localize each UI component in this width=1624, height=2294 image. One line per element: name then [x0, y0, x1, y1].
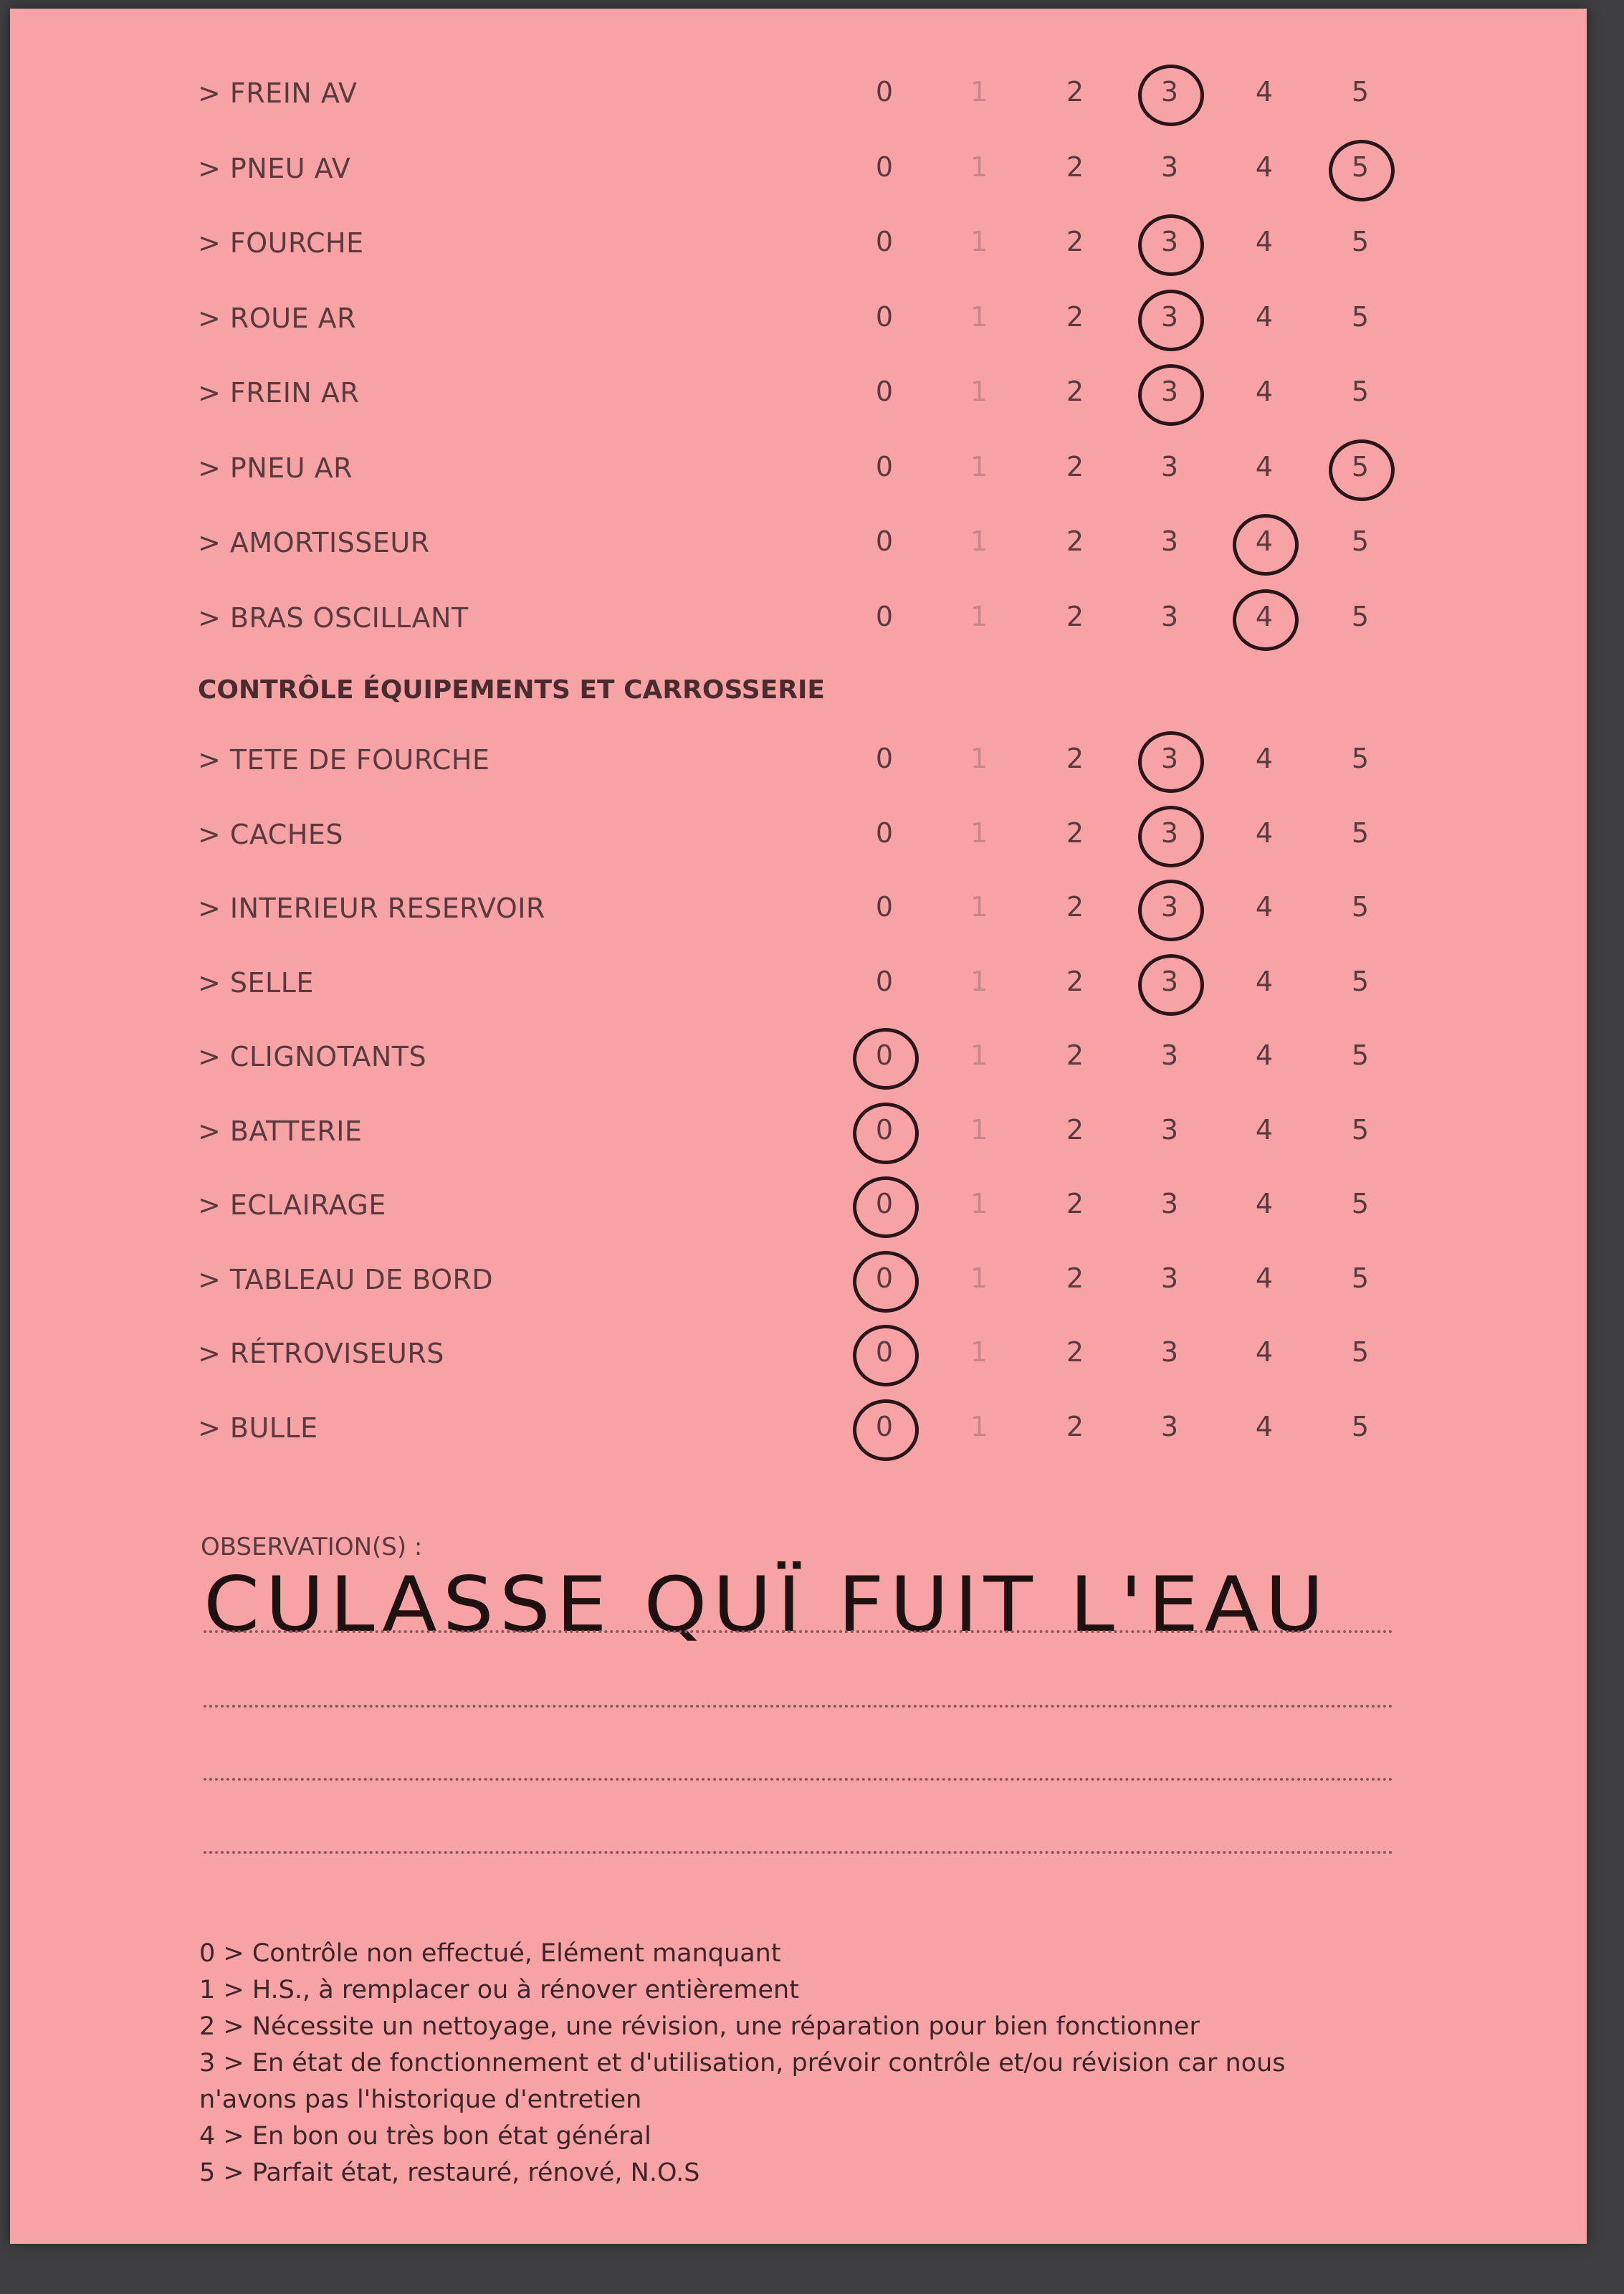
- score-option[interactable]: 2: [1066, 1262, 1084, 1294]
- score-option[interactable]: 4: [1255, 76, 1274, 108]
- score-option[interactable]: 2: [1066, 1039, 1084, 1071]
- score-option[interactable]: 1: [970, 151, 988, 183]
- score-option[interactable]: 2: [1066, 76, 1084, 108]
- rating-row: [10, 585, 1587, 649]
- score-option-selected[interactable]: 5: [1339, 151, 1382, 183]
- score-option[interactable]: 5: [1351, 300, 1370, 333]
- rating-row-label: > FOURCHE: [198, 227, 364, 259]
- score-option[interactable]: 2: [1066, 450, 1084, 482]
- score-option[interactable]: 4: [1255, 891, 1274, 923]
- score-option[interactable]: 4: [1255, 743, 1274, 774]
- rating-row: [10, 435, 1587, 500]
- score-option[interactable]: 4: [1255, 965, 1274, 997]
- score-option[interactable]: 2: [1066, 1410, 1084, 1442]
- score-option[interactable]: 4: [1255, 151, 1274, 183]
- rating-row-label: > BATTERIE: [198, 1115, 363, 1147]
- score-option[interactable]: 1: [970, 1262, 988, 1294]
- score-option[interactable]: 4: [1255, 1113, 1274, 1146]
- rating-row-label: > FREIN AV: [198, 77, 358, 109]
- rating-row-label: > SELLE: [198, 966, 314, 999]
- score-option-selected[interactable]: 3: [1148, 376, 1191, 407]
- rating-row: [10, 135, 1587, 200]
- legend-line: 0 > Contrôle non effectué, Elément manquant: [199, 1939, 781, 1968]
- score-option[interactable]: 5: [1351, 817, 1370, 849]
- score-option[interactable]: 4: [1255, 817, 1274, 849]
- score-option-selected[interactable]: 5: [1339, 451, 1382, 482]
- score-option[interactable]: 3: [1160, 1188, 1179, 1219]
- rating-row-label: > TETE DE FOURCHE: [198, 744, 490, 776]
- score-option-selected[interactable]: 0: [863, 1188, 906, 1219]
- score-option[interactable]: 3: [1160, 1336, 1179, 1368]
- score-option[interactable]: 5: [1351, 1188, 1370, 1219]
- score-option[interactable]: 0: [875, 76, 894, 108]
- score-option[interactable]: 1: [970, 965, 988, 997]
- score-option[interactable]: 3: [1160, 151, 1179, 183]
- score-option[interactable]: 5: [1351, 743, 1370, 774]
- score-option[interactable]: 5: [1351, 525, 1370, 557]
- score-option[interactable]: 4: [1255, 1039, 1274, 1071]
- rating-row: [10, 727, 1587, 791]
- score-option[interactable]: 2: [1066, 376, 1084, 407]
- score-option-selected[interactable]: 0: [863, 1336, 906, 1368]
- score-option[interactable]: 2: [1066, 600, 1084, 632]
- score-option[interactable]: 3: [1160, 1039, 1179, 1071]
- score-option[interactable]: 0: [875, 891, 894, 923]
- rating-row: [10, 1098, 1587, 1163]
- score-option[interactable]: 3: [1160, 1410, 1179, 1442]
- score-option[interactable]: 1: [970, 600, 988, 632]
- score-option[interactable]: 5: [1351, 1410, 1370, 1442]
- score-option[interactable]: 1: [970, 376, 988, 407]
- rating-row: [10, 1320, 1587, 1385]
- observations-handwritten-text: CULASSE QUÏ FUIT L'EAU: [204, 1561, 1330, 1650]
- score-option[interactable]: 5: [1351, 1262, 1370, 1294]
- score-option[interactable]: 4: [1255, 376, 1274, 407]
- score-option[interactable]: 3: [1160, 450, 1179, 482]
- score-option[interactable]: 2: [1066, 891, 1084, 923]
- score-option[interactable]: 5: [1351, 1113, 1370, 1146]
- legend-line: 5 > Parfait état, restauré, rénové, N.O.S: [199, 2159, 700, 2187]
- score-option-selected[interactable]: 3: [1148, 301, 1191, 333]
- score-option[interactable]: 2: [1066, 226, 1084, 257]
- score-option-selected[interactable]: 3: [1148, 891, 1191, 923]
- score-option[interactable]: 1: [970, 525, 988, 557]
- rating-row: [10, 210, 1587, 275]
- score-option[interactable]: 5: [1351, 76, 1370, 108]
- observation-line: [204, 1851, 1393, 1854]
- score-option[interactable]: 5: [1351, 1336, 1370, 1368]
- rating-row-label: > INTERIEUR RESERVOIR: [198, 893, 545, 924]
- rating-row: [10, 875, 1587, 940]
- score-option[interactable]: 3: [1160, 525, 1179, 557]
- rating-row-label: > PNEU AR: [198, 452, 353, 484]
- score-option[interactable]: 1: [970, 1039, 988, 1071]
- rating-row: [10, 510, 1587, 574]
- rating-row-label: > BRAS OSCILLANT: [198, 601, 469, 634]
- score-option[interactable]: 0: [875, 376, 894, 407]
- rating-row: [10, 1172, 1587, 1237]
- legend-line: 3 > En état de fonctionnement et d'utilisation, prévoir contrôle et/ou révision car nous: [199, 2049, 1286, 2078]
- rating-row: [10, 60, 1587, 125]
- score-option[interactable]: 1: [970, 1113, 988, 1146]
- score-option[interactable]: 1: [970, 743, 988, 774]
- score-option[interactable]: 1: [970, 450, 988, 482]
- score-option-selected[interactable]: 0: [863, 1262, 906, 1294]
- rating-row: [10, 1395, 1587, 1460]
- score-option[interactable]: 1: [970, 817, 988, 849]
- score-option[interactable]: 5: [1351, 965, 1370, 997]
- score-option-selected[interactable]: 0: [863, 1039, 906, 1071]
- score-option[interactable]: 4: [1255, 300, 1274, 333]
- score-option[interactable]: 2: [1066, 151, 1084, 183]
- score-option[interactable]: 4: [1255, 1262, 1274, 1294]
- score-option[interactable]: 0: [875, 743, 894, 774]
- rating-row: [10, 1024, 1587, 1088]
- observation-line: [204, 1778, 1393, 1781]
- score-option[interactable]: 4: [1255, 1410, 1274, 1442]
- rating-row-label: > BULLE: [198, 1412, 318, 1444]
- rating-row-label: > RÉTROVISEURS: [198, 1338, 444, 1369]
- score-option[interactable]: 4: [1255, 450, 1274, 482]
- inspection-sheet: [10, 9, 1587, 2244]
- legend-line: 4 > En bon ou très bon état général: [199, 2122, 651, 2151]
- score-option[interactable]: 1: [970, 300, 988, 333]
- score-option-selected[interactable]: 3: [1148, 226, 1191, 257]
- score-option[interactable]: 1: [970, 891, 988, 923]
- score-option-selected[interactable]: 3: [1148, 817, 1191, 849]
- score-option[interactable]: 0: [875, 525, 894, 557]
- score-option[interactable]: 5: [1351, 600, 1370, 632]
- rating-row-label: > ROUE AR: [198, 302, 357, 334]
- score-option[interactable]: 5: [1351, 891, 1370, 923]
- legend-line: 1 > H.S., à remplacer ou à rénover entièrement: [199, 1976, 799, 2004]
- section-title: CONTRÔLE ÉQUIPEMENTS ET CARROSSERIE: [198, 675, 826, 705]
- score-option[interactable]: 2: [1066, 1113, 1084, 1146]
- score-option-selected[interactable]: 3: [1148, 966, 1191, 997]
- rating-row-label: > CLIGNOTANTS: [198, 1041, 427, 1072]
- score-option[interactable]: 3: [1160, 600, 1179, 632]
- score-option[interactable]: 1: [970, 76, 988, 108]
- score-option[interactable]: 2: [1066, 965, 1084, 997]
- rating-row-label: > AMORTISSEUR: [198, 527, 430, 558]
- score-option[interactable]: 0: [875, 300, 894, 333]
- score-option-selected[interactable]: 0: [863, 1114, 906, 1146]
- score-option[interactable]: 2: [1066, 743, 1084, 774]
- score-option[interactable]: 1: [970, 1188, 988, 1219]
- score-option[interactable]: 2: [1066, 817, 1084, 849]
- rating-row-label: > PNEU AV: [198, 152, 351, 184]
- rating-row: [10, 950, 1587, 1014]
- score-option[interactable]: 5: [1351, 1039, 1370, 1071]
- rating-row: [10, 360, 1587, 424]
- score-option[interactable]: 3: [1160, 1113, 1179, 1146]
- rating-row-label: > FREIN AR: [198, 377, 360, 409]
- score-option[interactable]: 0: [875, 600, 894, 632]
- score-option[interactable]: 0: [875, 965, 894, 997]
- score-option[interactable]: 4: [1255, 1336, 1274, 1368]
- score-option[interactable]: 0: [875, 151, 894, 183]
- score-option-selected[interactable]: 3: [1148, 76, 1191, 108]
- score-option[interactable]: 3: [1160, 1262, 1179, 1294]
- legend-line: n'avons pas l'historique d'entretien: [199, 2085, 642, 2114]
- score-option[interactable]: 0: [875, 450, 894, 482]
- score-option[interactable]: 1: [970, 226, 988, 257]
- score-option[interactable]: 2: [1066, 1188, 1084, 1219]
- score-option[interactable]: 2: [1066, 525, 1084, 557]
- score-option[interactable]: 2: [1066, 300, 1084, 333]
- rating-row: [10, 285, 1587, 350]
- rating-row: [10, 801, 1587, 866]
- score-option[interactable]: 0: [875, 226, 894, 257]
- observation-line: [204, 1630, 1393, 1633]
- observation-line: [204, 1705, 1393, 1708]
- score-option[interactable]: 0: [875, 817, 894, 849]
- rating-row: [10, 1247, 1587, 1311]
- score-option[interactable]: 4: [1255, 226, 1274, 257]
- score-option[interactable]: 2: [1066, 1336, 1084, 1368]
- rating-row-label: > CACHES: [198, 818, 344, 850]
- rating-row-label: > TABLEAU DE BORD: [198, 1263, 494, 1295]
- score-option[interactable]: 1: [970, 1410, 988, 1442]
- score-option-selected[interactable]: 4: [1243, 601, 1286, 632]
- observations-label: OBSERVATION(S) :: [201, 1533, 423, 1561]
- rating-row-label: > ECLAIRAGE: [198, 1189, 386, 1221]
- score-option[interactable]: 5: [1351, 376, 1370, 407]
- score-option[interactable]: 4: [1255, 1188, 1274, 1219]
- rating-legend: [199, 1936, 1418, 2191]
- score-option[interactable]: 1: [970, 1336, 988, 1368]
- score-option-selected[interactable]: 4: [1243, 525, 1286, 557]
- score-option[interactable]: 5: [1351, 226, 1370, 257]
- score-option-selected[interactable]: 0: [863, 1411, 906, 1442]
- legend-line: 2 > Nécessite un nettoyage, une révision, une réparation pour bien fonctionner: [199, 2012, 1200, 2041]
- score-option-selected[interactable]: 3: [1148, 743, 1191, 774]
